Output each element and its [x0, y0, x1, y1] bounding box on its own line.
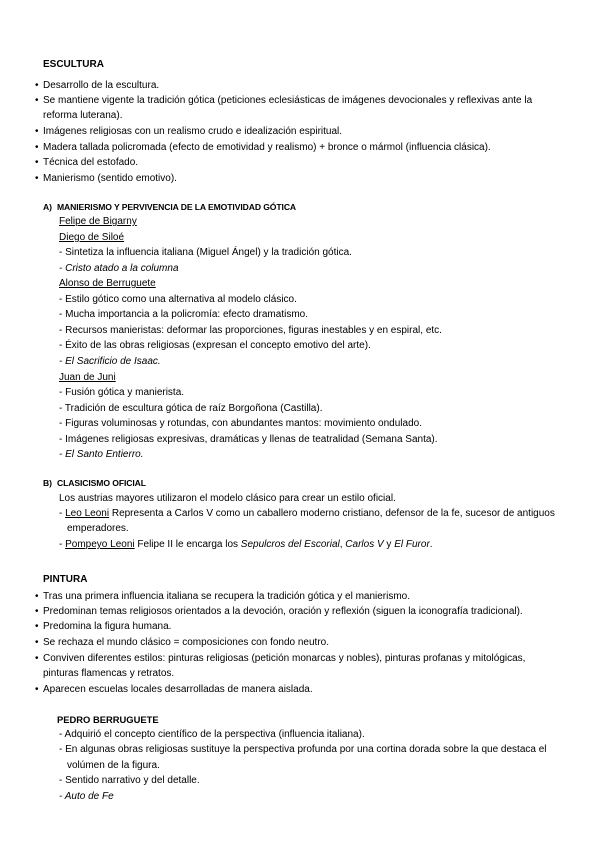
list-item: - Recursos manieristas: deformar las proporciones, figuras inestables y en espiral, etc.	[59, 325, 442, 336]
work-title: Sepulcros del Escorial	[240, 539, 340, 550]
list-item: - Sentido narrativo y del detalle.	[59, 775, 200, 786]
work-title: - El Santo Entierro.	[59, 449, 144, 460]
list-item-continuation: reforma luterana).	[43, 110, 123, 121]
list-item: • Tras una primera influencia italiana se recupera la tradición gótica y el manierismo.	[35, 589, 565, 605]
list-item: - Sintetiza la influencia italiana (Miguel Ángel) y la tradición gótica.	[59, 247, 352, 258]
list-item: • Imágenes religiosas con un realismo crudo e idealización espiritual.	[35, 124, 565, 140]
list-item: • Técnica del estofado.	[35, 155, 565, 171]
section-title-pintura: PINTURA	[43, 574, 88, 585]
list-item: - Adquirió el concepto científico de la perspectiva (influencia italiana).	[59, 729, 365, 740]
section-title-escultura: ESCULTURA	[43, 59, 104, 70]
list-item: - Pompeyo Leoni Felipe II le encarga los Sepulcros del Escorial, Carlos V y El Furor.	[59, 539, 433, 550]
artist-name: Diego de Siloé	[59, 232, 125, 243]
list-item: • Se mantiene vigente la tradición gótica (peticiones eclesiásticas de imágenes devocionales y reflexivas ante la	[35, 93, 565, 109]
list-item-continuation: pinturas flamencas y retratos.	[43, 668, 175, 679]
list-item: - Leo Leoni Representa a Carlos V como un caballero moderno cristiano, defensor de la fe, sucesor de antiguos	[59, 508, 555, 519]
bullet-icon: •	[35, 157, 39, 168]
bullet-icon: •	[35, 80, 39, 91]
list-item: - Éxito de las obras religiosas (expresan el concepto emotivo del arte).	[59, 340, 371, 351]
work-title: - Auto de Fe	[59, 791, 114, 802]
subsection-title-a: A) MANIERISMO Y PERVIVENCIA DE LA EMOTIVIDAD GÓTICA	[43, 202, 297, 212]
list-item: - Estilo gótico como una alternativa al modelo clásico.	[59, 294, 297, 305]
bullet-icon: •	[35, 684, 39, 695]
list-item: - Figuras voluminosas y rotundas, con abundantes mantos: movimiento ondulado.	[59, 418, 422, 429]
bullet-icon: •	[35, 606, 39, 617]
list-item-continuation: volúmen de la figura.	[67, 760, 160, 771]
artist-name: Alonso de Berruguete	[59, 278, 156, 289]
work-title: - Cristo atado a la columna	[59, 263, 179, 274]
list-item: • Conviven diferentes estilos: pinturas religiosas (petición monarcas y nobles), pinturas profanas y mitológicas,	[35, 651, 565, 667]
list-item: • Aparecen escuelas locales desarrolladas de manera aislada.	[35, 682, 565, 698]
bullet-icon: •	[35, 173, 39, 184]
section-intro: Los austrias mayores utilizaron el modelo clásico para crear un estilo oficial.	[59, 493, 396, 504]
list-item-continuation: emperadores.	[67, 523, 129, 534]
bullet-icon: •	[35, 653, 39, 664]
artist-name: Juan de Juni	[59, 372, 116, 383]
artist-name: Leo Leoni	[65, 508, 110, 519]
subsection-title-b: B) CLASICISMO OFICIAL	[43, 478, 146, 488]
list-item: • Manierismo (sentido emotivo).	[35, 171, 565, 187]
list-item: - En algunas obras religiosas sustituye la perspectiva profunda por una cortina dorada sobre la que destaca el	[59, 744, 547, 755]
list-item: - Fusión gótica y manierista.	[59, 387, 185, 398]
list-item: - Tradición de escultura gótica de raíz Borgoñona (Castilla).	[59, 403, 323, 414]
work-title: Carlos V	[345, 539, 384, 550]
list-item: • Se rechaza el mundo clásico = composiciones con fondo neutro.	[35, 635, 565, 651]
artist-name: Pompeyo Leoni	[65, 539, 135, 550]
list-item: • Madera tallada policromada (efecto de emotividad y realismo) + bronce o mármol (influencia clásica).	[35, 140, 565, 156]
bullet-icon: •	[35, 126, 39, 137]
list-item: • Predomina la figura humana.	[35, 619, 565, 635]
bullet-icon: •	[35, 637, 39, 648]
work-title: - El Sacrificio de Isaac.	[59, 356, 161, 367]
bullet-icon: •	[35, 591, 39, 602]
list-item: - Mucha importancia a la policromía: efecto dramatismo.	[59, 309, 308, 320]
bullet-icon: •	[35, 142, 39, 153]
artist-name: Felipe de Bigarny	[59, 216, 137, 227]
list-item: • Desarrollo de la escultura.	[35, 78, 565, 94]
list-item: • Predominan temas religiosos orientados a la devoción, oración y reflexión (siguen la iconografía tradicional).	[35, 604, 565, 620]
list-item: - Imágenes religiosas expresivas, dramáticas y llenas de teatralidad (Semana Santa).	[59, 434, 438, 445]
bullet-icon: •	[35, 621, 39, 632]
bullet-icon: •	[35, 95, 39, 106]
work-title: El Furor	[394, 539, 430, 550]
subsection-title-berruguete: PEDRO BERRUGUETE	[57, 714, 159, 725]
